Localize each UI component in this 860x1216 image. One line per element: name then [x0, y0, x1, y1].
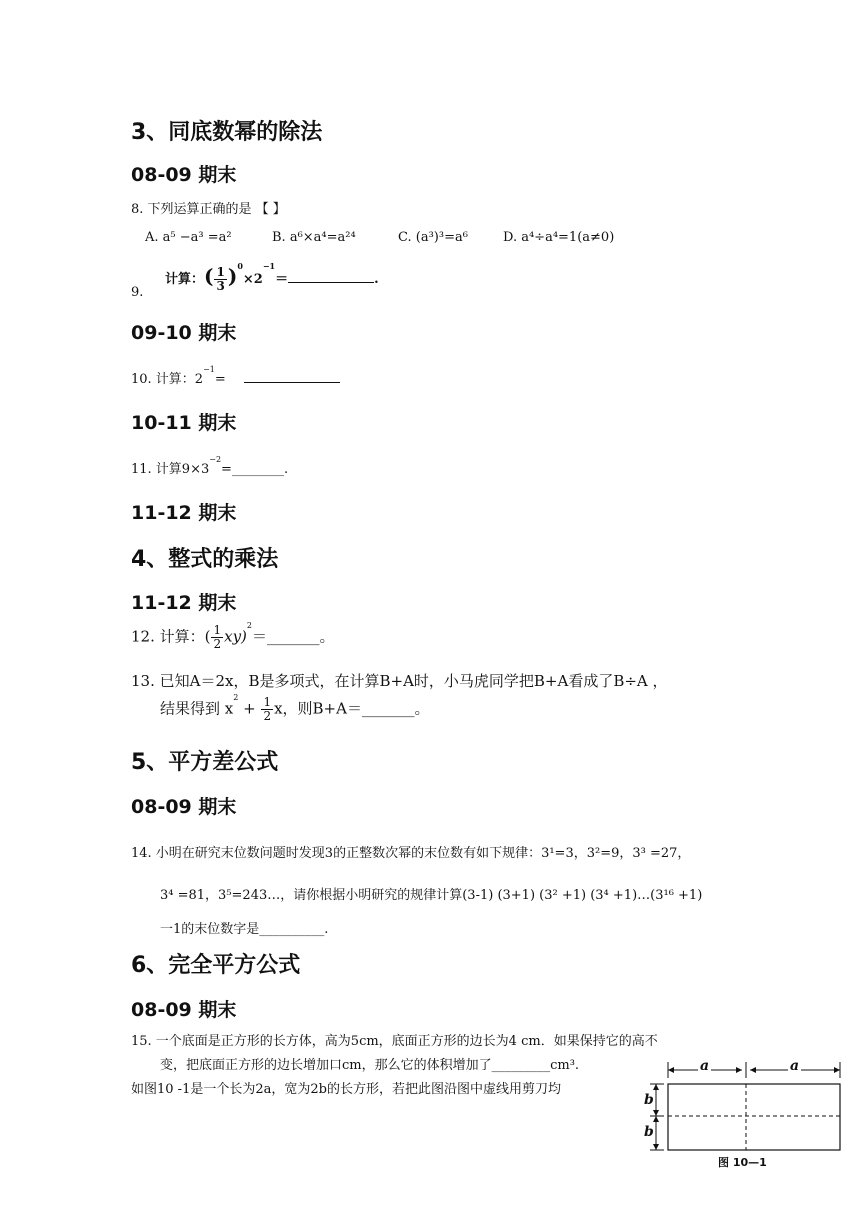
question-14-line-2: 3⁴ =81，3⁵=243…，请你根据小明研究的规律计算(3-1) (3+1) (3² +1) (3⁴ +1)…(3¹⁶ +1) — [160, 888, 703, 903]
figure-10-1 — [636, 1058, 848, 1174]
question-14-line-1: 14. 小明在研究末位数问题时发现3的正整数次幂的末位数有如下规律：3¹=3，3²=9，3³ =27， — [131, 846, 691, 861]
question-14-line-3: 一1的末位数字是__________. — [160, 922, 329, 937]
period-heading: 08-09 期末 — [131, 164, 237, 186]
label-a-right: a — [790, 1058, 800, 1074]
label-b-top: b — [644, 1092, 654, 1108]
label-a-left: a — [700, 1058, 710, 1074]
question-9-tail: ×2 — [242, 272, 263, 287]
fraction: $\frac{1}{2}$ — [263, 695, 272, 723]
label-b-bottom: b — [644, 1124, 654, 1140]
answer-blank — [288, 282, 374, 283]
question-8-option-d: D. a⁴÷a⁴=1(a≠0) — [503, 230, 615, 245]
question-13-line-1: 13. 已知A＝2x，B是多项式，在计算B+A时，小马虎同学把B+A看成了B÷A ， — [131, 672, 668, 690]
question-15-line-2: 变，把底面正方形的边长增加口cm，那么它的体积增加了_________cm³. — [160, 1058, 580, 1073]
fraction: $\frac{1}{3}$ — [216, 265, 225, 293]
question-8-option-a: A. a⁵ −a³ =a² — [145, 230, 232, 245]
period-heading: 11-12 期末 — [131, 502, 237, 524]
question-13-line-2: 结果得到 $x^2$ + $\frac{1}{2}$ x，则B+A＝_______。 — [160, 693, 430, 723]
question-8-option-c: C. (a³)³=a⁶ — [398, 230, 468, 245]
question-9-number: 9. — [131, 285, 144, 300]
question-12: 12. 计算：( $\frac{1}{2}$ xy)$^2$＝_______。 — [131, 621, 335, 651]
period-heading: 08-09 期末 — [131, 796, 237, 818]
figure-caption: 图 10—1 — [718, 1156, 767, 1169]
section-title-6: 6、完全平方公式 — [131, 953, 301, 978]
question-8-stem: 8. 下列运算正确的是 【 】 — [131, 202, 286, 217]
section-title-3: 3、同底数幂的除法 — [131, 120, 323, 145]
question-9-label: 计算： — [165, 272, 205, 287]
question-9-expression: 计算：( $\frac{1}{3}$ )$^0\times 2^{-1}=$ . — [165, 261, 379, 293]
section-title-5: 5、平方差公式 — [131, 750, 279, 775]
answer-blank — [244, 382, 340, 383]
question-8-option-b: B. a⁶×a⁴=a²⁴ — [272, 230, 356, 245]
question-15-line-1: 15. 一个底面是正方形的长方体，高为5cm，底面正方形的边长为4 cm．如果保持它的高不 — [131, 1034, 658, 1049]
period-heading: 11-12 期末 — [131, 592, 237, 614]
period-heading: 08-09 期末 — [131, 999, 237, 1021]
question-11: 11. 计算$9\times 3^{-2}=\_\_\_\_\_\_\_\_$. — [131, 455, 289, 477]
period-heading: 09-10 期末 — [131, 322, 237, 344]
section-title-4: 4、整式的乘法 — [131, 547, 279, 572]
question-10: 10. 计算：$2^{-1}=$ — [131, 368, 340, 387]
period-heading: 10-11 期末 — [131, 412, 237, 434]
fraction: $\frac{1}{2}$ — [213, 623, 222, 651]
question-15-line-3: 如图10 -1是一个长为2a，宽为2b的长方形，若把此图沿图中虚线用剪刀均 — [131, 1082, 561, 1097]
